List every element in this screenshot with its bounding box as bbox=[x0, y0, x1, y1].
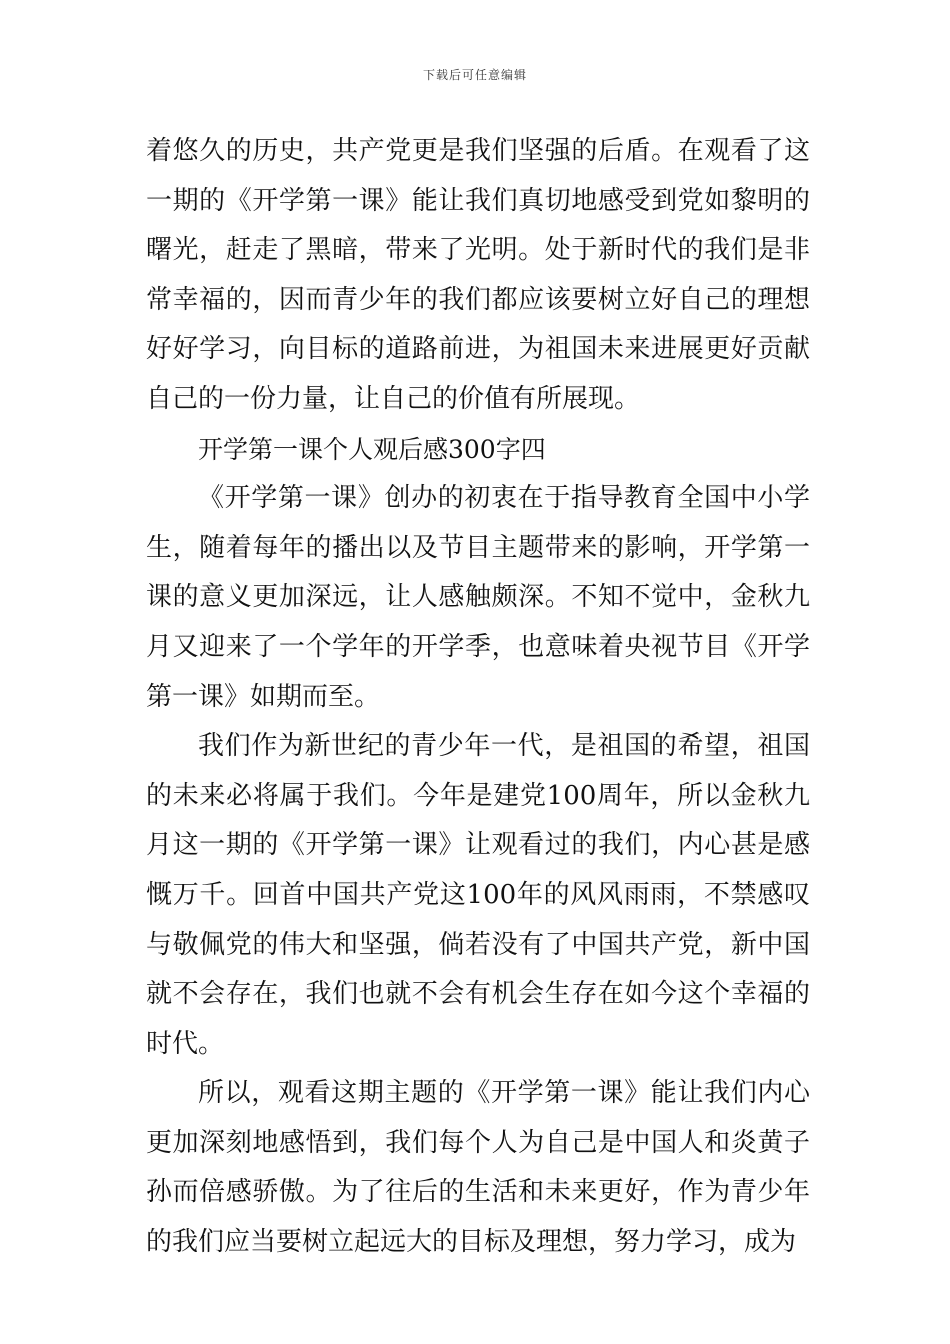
paragraph: 《开学第一课》创办的初衷在于指导教育全国中小学生，随着每年的播出以及节目主题带来的影响，开学第一课的意义更加深远，让人感触颇深。不知不觉中，金秋九月又迎来了一个学年的开学季，也意味着央视节目《开学第一课》如期而至。 bbox=[146, 483, 810, 712]
section-heading: 开学第一课个人观后感300字四 bbox=[198, 434, 546, 464]
document-body bbox=[146, 127, 810, 1268]
paragraph: 我们作为新世纪的青少年一代，是祖国的希望，祖国的未来必将属于我们。今年是建党100周年，所以金秋九月这一期的《开学第一课》让观看过的我们，内心甚是感慨万千。回首中国共产党这100年的风风雨雨，不禁感叹与敬佩党的伟大和坚强，倘若没有了中国共产党，新中国就不会存在，我们也就不会有机会生存在如今这个幸福的时代。 bbox=[146, 731, 810, 1059]
page-header-note: 下载后可任意编辑 bbox=[422, 68, 527, 82]
paragraph: 所以，观看这期主题的《开学第一课》能让我们内心更加深刻地感悟到，我们每个人为自己是中国人和炎黄子孙而倍感骄傲。为了往后的生活和未来更好，作为青少年的我们应当要树立起远大的目标及理想，努力学习，成为 bbox=[146, 1078, 810, 1258]
paragraph-continuation: 着悠久的历史，共产党更是我们坚强的后盾。在观看了这一期的《开学第一课》能让我们真切地感受到党如黎明的曙光，赶走了黑暗，带来了光明。处于新时代的我们是非常幸福的，因而青少年的我们都应该要树立好自己的理想好好学习，向目标的道路前进，为祖国未来进展更好贡献自己的一份力量，让自己的价值有所展现。 bbox=[146, 136, 810, 414]
